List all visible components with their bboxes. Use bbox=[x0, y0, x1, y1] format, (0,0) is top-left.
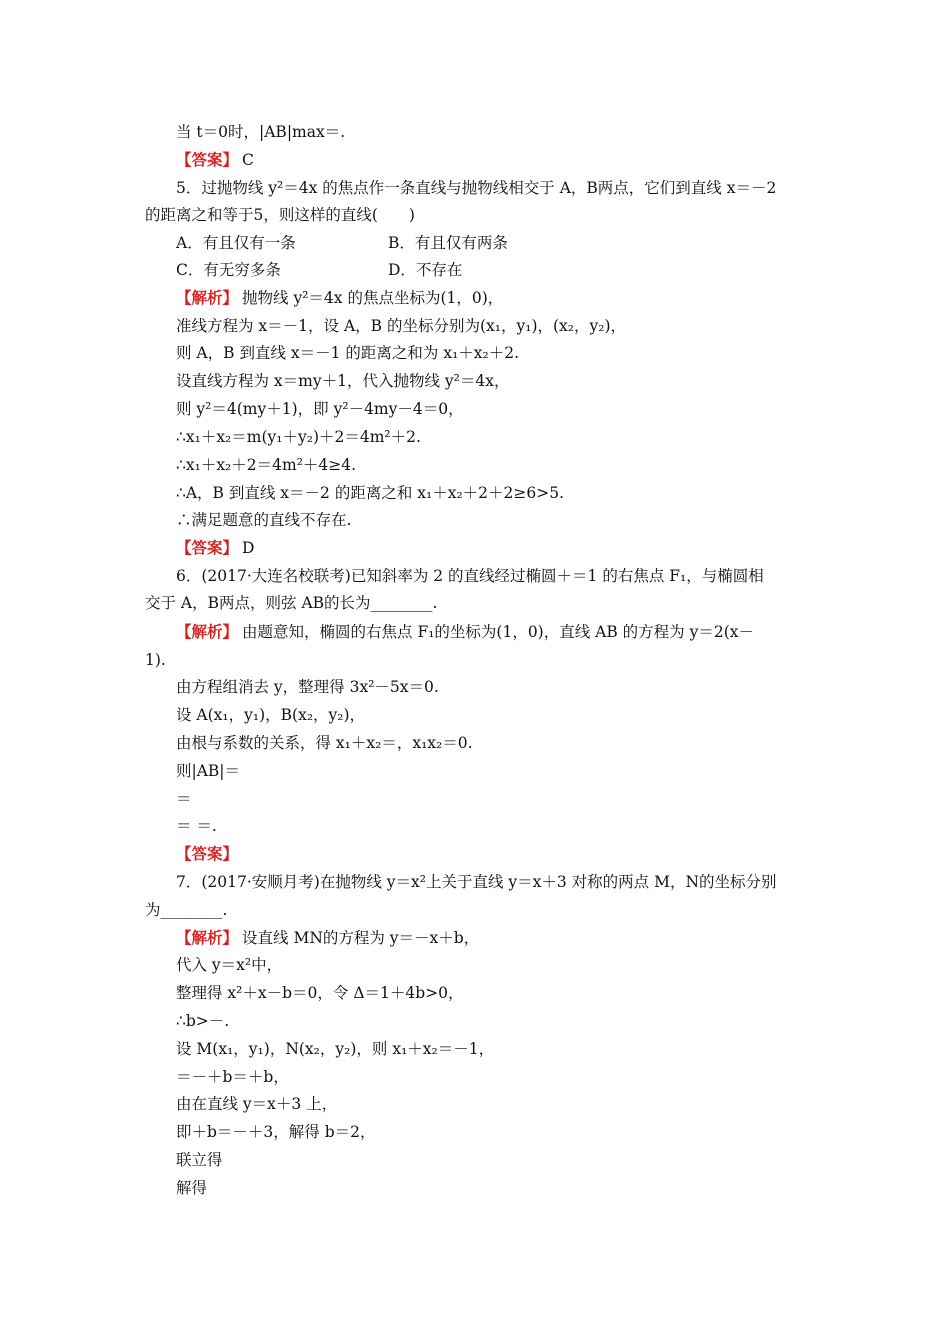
text-line: ∴b>－. bbox=[176, 1012, 230, 1030]
text-line: ∴x₁＋x₂＝m(y₁＋y₂)＋2＝4m²＋2. bbox=[176, 428, 421, 446]
options-row bbox=[176, 233, 508, 253]
text-line: 准线方程为 x＝－1，设 A，B 的坐标分别为(x₁，y₁)，(x₂，y₂)， bbox=[176, 317, 627, 335]
analysis-line: 【解析】 由题意知，椭圆的右焦点 F₁的坐标为(1，0)，直线 AB 的方程为 y＝2(x－ bbox=[176, 622, 755, 641]
analysis-line: 【解析】 抛物线 y²＝4x 的焦点坐标为(1，0)， bbox=[176, 288, 504, 307]
text-line: 设 A(x₁，y₁)，B(x₂，y₂)， bbox=[176, 706, 366, 724]
question-7: 7．(2017·安顺月考)在抛物线 y＝x²上关于直线 y＝x＋3 对称的两点 M，N的坐标分别 bbox=[176, 873, 777, 891]
text-line: ∴A，B 到直线 x＝－2 的距离之和 x₁＋x₂＋2＋2≥6>5. bbox=[176, 484, 565, 502]
analysis-tag: 【解析】 bbox=[176, 928, 239, 947]
text-line: 1). bbox=[145, 651, 166, 669]
text-line: 则 y²＝4(my＋1)，即 y²－4my－4＝0， bbox=[176, 400, 464, 418]
option-b: B．有且仅有两条 bbox=[388, 234, 508, 252]
answer-tag: 【答案】 bbox=[176, 538, 239, 557]
text-line: 代入 y＝x²中， bbox=[176, 956, 283, 974]
text-line: 整理得 x²＋x－b＝0，令 Δ＝1＋4b>0， bbox=[176, 984, 464, 1002]
question-6: 6．(2017·大连名校联考)已知斜率为 2 的直线经过椭圆＋＝1 的右焦点 F₁，与椭圆相 bbox=[176, 567, 764, 585]
text-line: 即＋b＝－＋3，解得 b＝2， bbox=[176, 1123, 376, 1141]
text-line: 解得 bbox=[176, 1179, 208, 1197]
text-line: 设 M(x₁，y₁)，N(x₂，y₂)，则 x₁＋x₂＝－1， bbox=[176, 1040, 495, 1058]
analysis-line: 【解析】 设直线 MN的方程为 y＝－x＋b， bbox=[176, 928, 480, 947]
answer-tag: 【答案】 bbox=[176, 150, 239, 169]
analysis-tag: 【解析】 bbox=[176, 622, 239, 641]
answer-tag: 【答案】 bbox=[176, 844, 239, 863]
question-5: 5．过抛物线 y²＝4x 的焦点作一条直线与抛物线相交于 A，B两点，它们到直线 x＝－2 bbox=[176, 179, 777, 197]
text-line: 由根与系数的关系，得 x₁＋x₂＝，x₁x₂＝0. bbox=[176, 734, 473, 752]
text-line: 联立得 bbox=[176, 1151, 223, 1169]
text-line: 则 A，B 到直线 x＝－1 的距离之和为 x₁＋x₂＋2. bbox=[176, 344, 520, 362]
text-line: ∴x₁＋x₂＋2＝4m²＋4≥4. bbox=[176, 456, 357, 474]
text-line: 设直线方程为 x＝my＋1，代入抛物线 y²＝4x， bbox=[176, 372, 510, 390]
analysis-tag: 【解析】 bbox=[176, 288, 239, 307]
answer-line: 【答案】 C bbox=[176, 150, 254, 169]
option-a: A．有且仅有一条 bbox=[176, 234, 296, 252]
text-line: 则|AB|＝ bbox=[176, 762, 241, 780]
text-line: 当 t＝0时，|AB|max＝. bbox=[176, 123, 346, 141]
option-c: C．有无穷多条 bbox=[176, 261, 281, 279]
text-line: 由方程组消去 y，整理得 3x²－5x＝0. bbox=[176, 678, 439, 696]
answer-line bbox=[176, 844, 242, 864]
question-7-cont: 为________. bbox=[145, 901, 228, 919]
answer-line: 【答案】 D bbox=[176, 538, 255, 557]
text-line: ＝ ＝. bbox=[176, 817, 217, 835]
options-row bbox=[176, 260, 462, 280]
question-5-cont: 的距离之和等于5，则这样的直线( ) bbox=[145, 206, 415, 224]
text-line: ∴满足题意的直线不存在. bbox=[176, 511, 352, 529]
question-6-cont: 交于 A，B两点，则弦 AB的长为________. bbox=[145, 594, 438, 612]
option-d: D．不存在 bbox=[388, 261, 463, 279]
text-line: ＝ bbox=[176, 790, 192, 808]
text-line: ＝－＋b＝＋b， bbox=[176, 1068, 289, 1086]
text-line: 由在直线 y＝x＋3 上， bbox=[176, 1095, 338, 1113]
